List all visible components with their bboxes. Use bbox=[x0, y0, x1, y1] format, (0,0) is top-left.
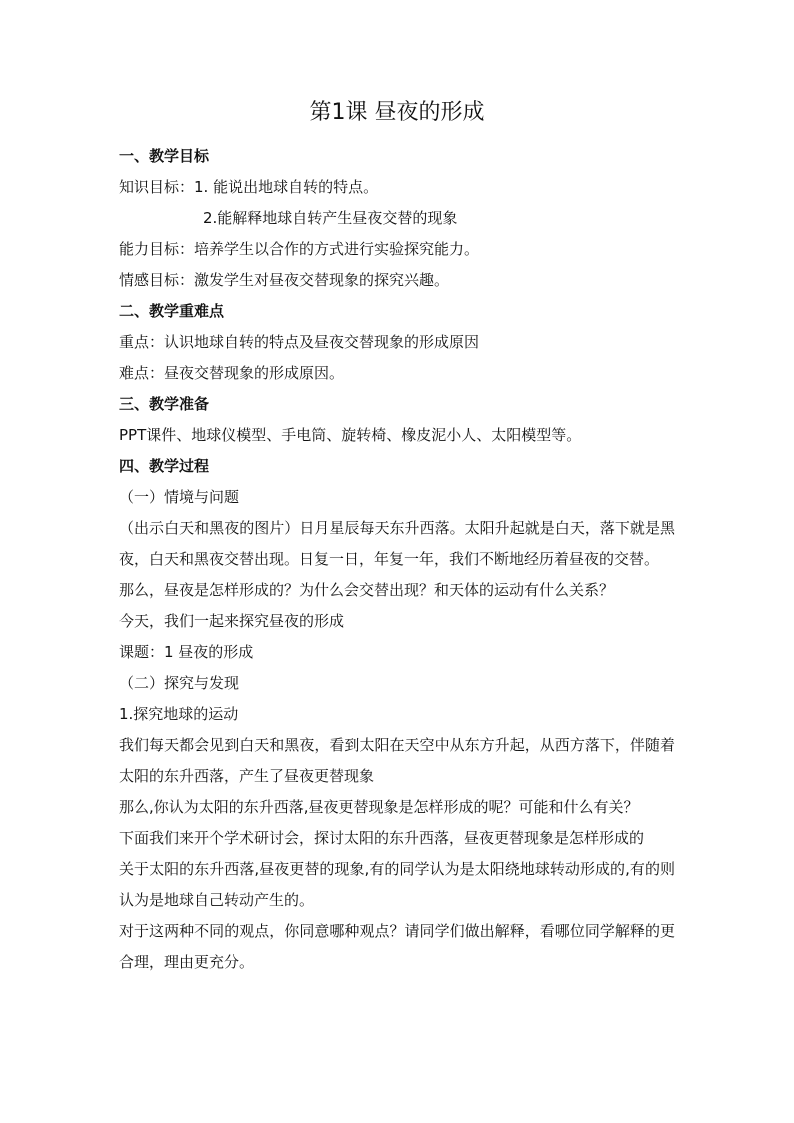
lesson-topic: 课题：1 昼夜的形成 bbox=[119, 643, 254, 661]
preparation-items: PPT课件、地球仪模型、手电筒、旋转椅、橡皮泥小人、太阳模型等。 bbox=[119, 426, 582, 444]
goal-ability: 能力目标：培养学生以合作的方式进行实验探究能力。 bbox=[119, 240, 480, 258]
paragraph-7: 关于太阳的东升西落,昼夜更替的现象,有的同学认为是太阳绕地球转动形成的,有的则认为是地球自己转动产生的。 bbox=[119, 860, 675, 909]
section-heading-keypoints: 二、教学重难点 bbox=[119, 302, 225, 320]
paragraph-2: 那么，昼夜是怎样形成的？为什么会交替出现？和天体的运动有什么关系？ bbox=[119, 581, 615, 599]
subsection-heading-2: （二）探究与发现 bbox=[119, 674, 240, 692]
paragraph-6: 下面我们来开个学术研讨会，探讨太阳的东升西落，昼夜更替现象是怎样形成的 bbox=[119, 829, 645, 847]
paragraph-5: 那么,你认为太阳的东升西落,昼夜更替现象是怎样形成的呢？可能和什么有关？ bbox=[119, 798, 639, 816]
section-heading-preparation: 三、教学准备 bbox=[119, 395, 210, 413]
goal-knowledge-1: 知识目标：1. 能说出地球自转的特点。 bbox=[119, 178, 379, 196]
section-heading-goals: 一、教学目标 bbox=[119, 147, 210, 165]
list-item-1: 1.探究地球的运动 bbox=[119, 705, 239, 723]
page-title: 第1课 昼夜的形成 bbox=[309, 100, 485, 125]
subsection-heading-1: （一）情境与问题 bbox=[119, 488, 240, 506]
section-heading-process: 四、教学过程 bbox=[119, 457, 210, 475]
keypoint-text: 重点：认识地球自转的特点及昼夜交替现象的形成原因 bbox=[119, 333, 480, 351]
goal-knowledge-2: 2.能解释地球自转产生昼夜交替的现象 bbox=[203, 209, 458, 227]
difficulty-text: 难点：昼夜交替现象的形成原因。 bbox=[119, 364, 345, 382]
paragraph-3: 今天，我们一起来探究昼夜的形成 bbox=[119, 612, 345, 630]
goal-emotion: 情感目标：激发学生对昼夜交替现象的探究兴趣。 bbox=[119, 271, 450, 289]
paragraph-8: 对于这两种不同的观点，你同意哪种观点？请同学们做出解释，看哪位同学解释的更合理，理由更充分。 bbox=[119, 922, 675, 971]
document-body bbox=[119, 141, 675, 978]
paragraph-1: （出示白天和黑夜的图片）日月星辰每天东升西落。太阳升起就是白天，落下就是黑夜，白天和黑夜交替出现。日复一日，年复一年，我们不断地经历着昼夜的交替。 bbox=[119, 519, 675, 568]
paragraph-4: 我们每天都会见到白天和黑夜，看到太阳在天空中从东方升起，从西方落下，伴随着太阳的东升西落，产生了昼夜更替现象 bbox=[119, 736, 675, 785]
